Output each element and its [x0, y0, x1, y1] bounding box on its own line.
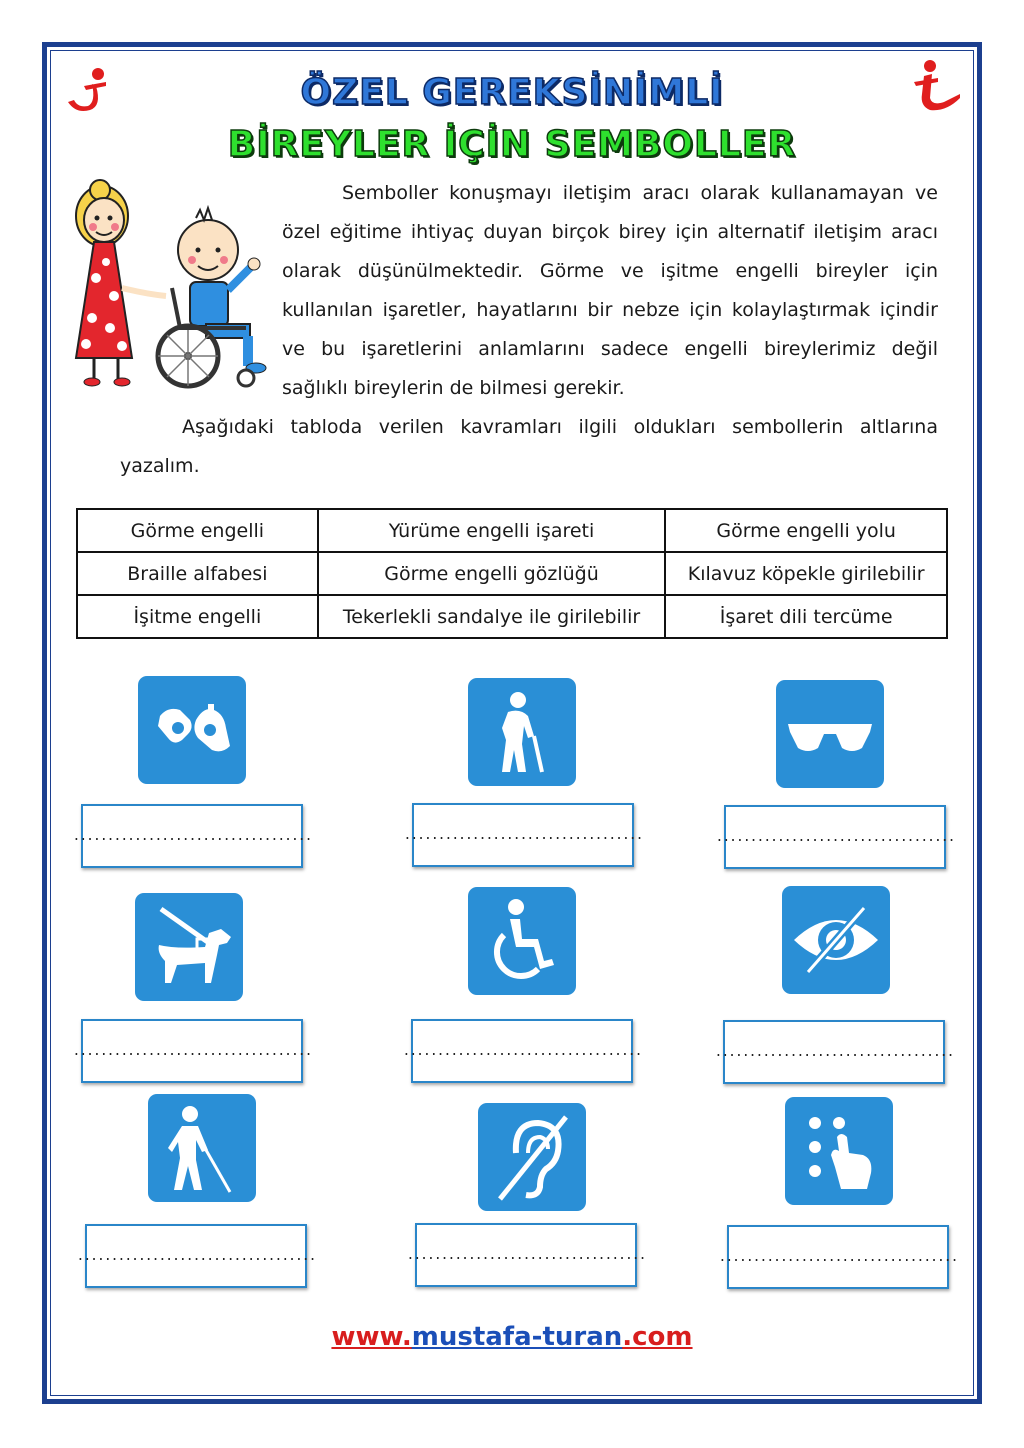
girl-and-boy-in-wheelchair-illustration: [66, 178, 270, 396]
instruction-text: Aşağıdaki tabloda verilen kavramları ilgili oldukları sembollerin altlarına yazalım.: [120, 416, 938, 477]
answer-field[interactable]: ...................................: [724, 805, 946, 869]
table-cell: Görme engelli yolu: [665, 509, 947, 552]
concepts-table: [76, 508, 948, 639]
answer-field[interactable]: ...................................: [411, 1019, 633, 1083]
table-row: [77, 552, 947, 595]
footer-name: mustafa-turan: [411, 1322, 623, 1352]
answer-field[interactable]: ...................................: [81, 1019, 303, 1083]
ear-crossed-icon: [478, 1103, 586, 1211]
table-cell: Braille alfabesi: [77, 552, 318, 595]
sunglasses-icon: [776, 680, 884, 788]
table-cell: Görme engelli gözlüğü: [318, 552, 666, 595]
title-line-2: BİREYLER İÇİN SEMBOLLER: [227, 124, 797, 165]
table-row: [77, 509, 947, 552]
table-row: [77, 595, 947, 638]
guide-dog-icon: [135, 893, 243, 1001]
braille-finger-icon: [785, 1097, 893, 1205]
sign-language-hands-icon: [138, 676, 246, 784]
title-line-1: ÖZEL GEREKSİNİMLİ: [300, 72, 724, 113]
answer-field[interactable]: ...................................: [723, 1020, 945, 1084]
intro-paragraph: Semboller konuşmayı iletişim aracı olarak kullanamayan ve özel eğitime ihtiyaç duyan birçok birey için alternatif iletişim aracı olarak düşünülmektedir. Görme ve işitme engelli bireyler için kullanılan işaretler, hayatlarını bir nebze için kolaylaştırmak içindir ve bu işaretlerini anlamlarını sadece engelli bireylerimiz değil sağlıklı bireylerin de bilmesi gerekir.: [282, 182, 938, 399]
footer-prefix: www.: [331, 1322, 412, 1352]
wheelchair-icon: [468, 887, 576, 995]
answer-field[interactable]: ...................................: [81, 804, 303, 868]
elderly-person-cane-icon: [468, 678, 576, 786]
answer-field[interactable]: ...................................: [85, 1224, 307, 1288]
footer-suffix: .com: [622, 1322, 693, 1352]
table-cell: Tekerlekli sandalye ile girilebilir: [318, 595, 666, 638]
table-cell: Görme engelli: [77, 509, 318, 552]
blind-person-cane-icon: [148, 1094, 256, 1202]
answer-field[interactable]: ...................................: [727, 1225, 949, 1289]
table-cell: Yürüme engelli işareti: [318, 509, 666, 552]
answer-field[interactable]: ...................................: [412, 803, 634, 867]
footer-url[interactable]: [0, 1322, 1024, 1352]
table-cell: Kılavuz köpekle girilebilir: [665, 552, 947, 595]
table-cell: İşaret dili tercüme: [665, 595, 947, 638]
eye-crossed-icon: [782, 886, 890, 994]
table-cell: İşitme engelli: [77, 595, 318, 638]
answer-field[interactable]: ...................................: [415, 1223, 637, 1287]
